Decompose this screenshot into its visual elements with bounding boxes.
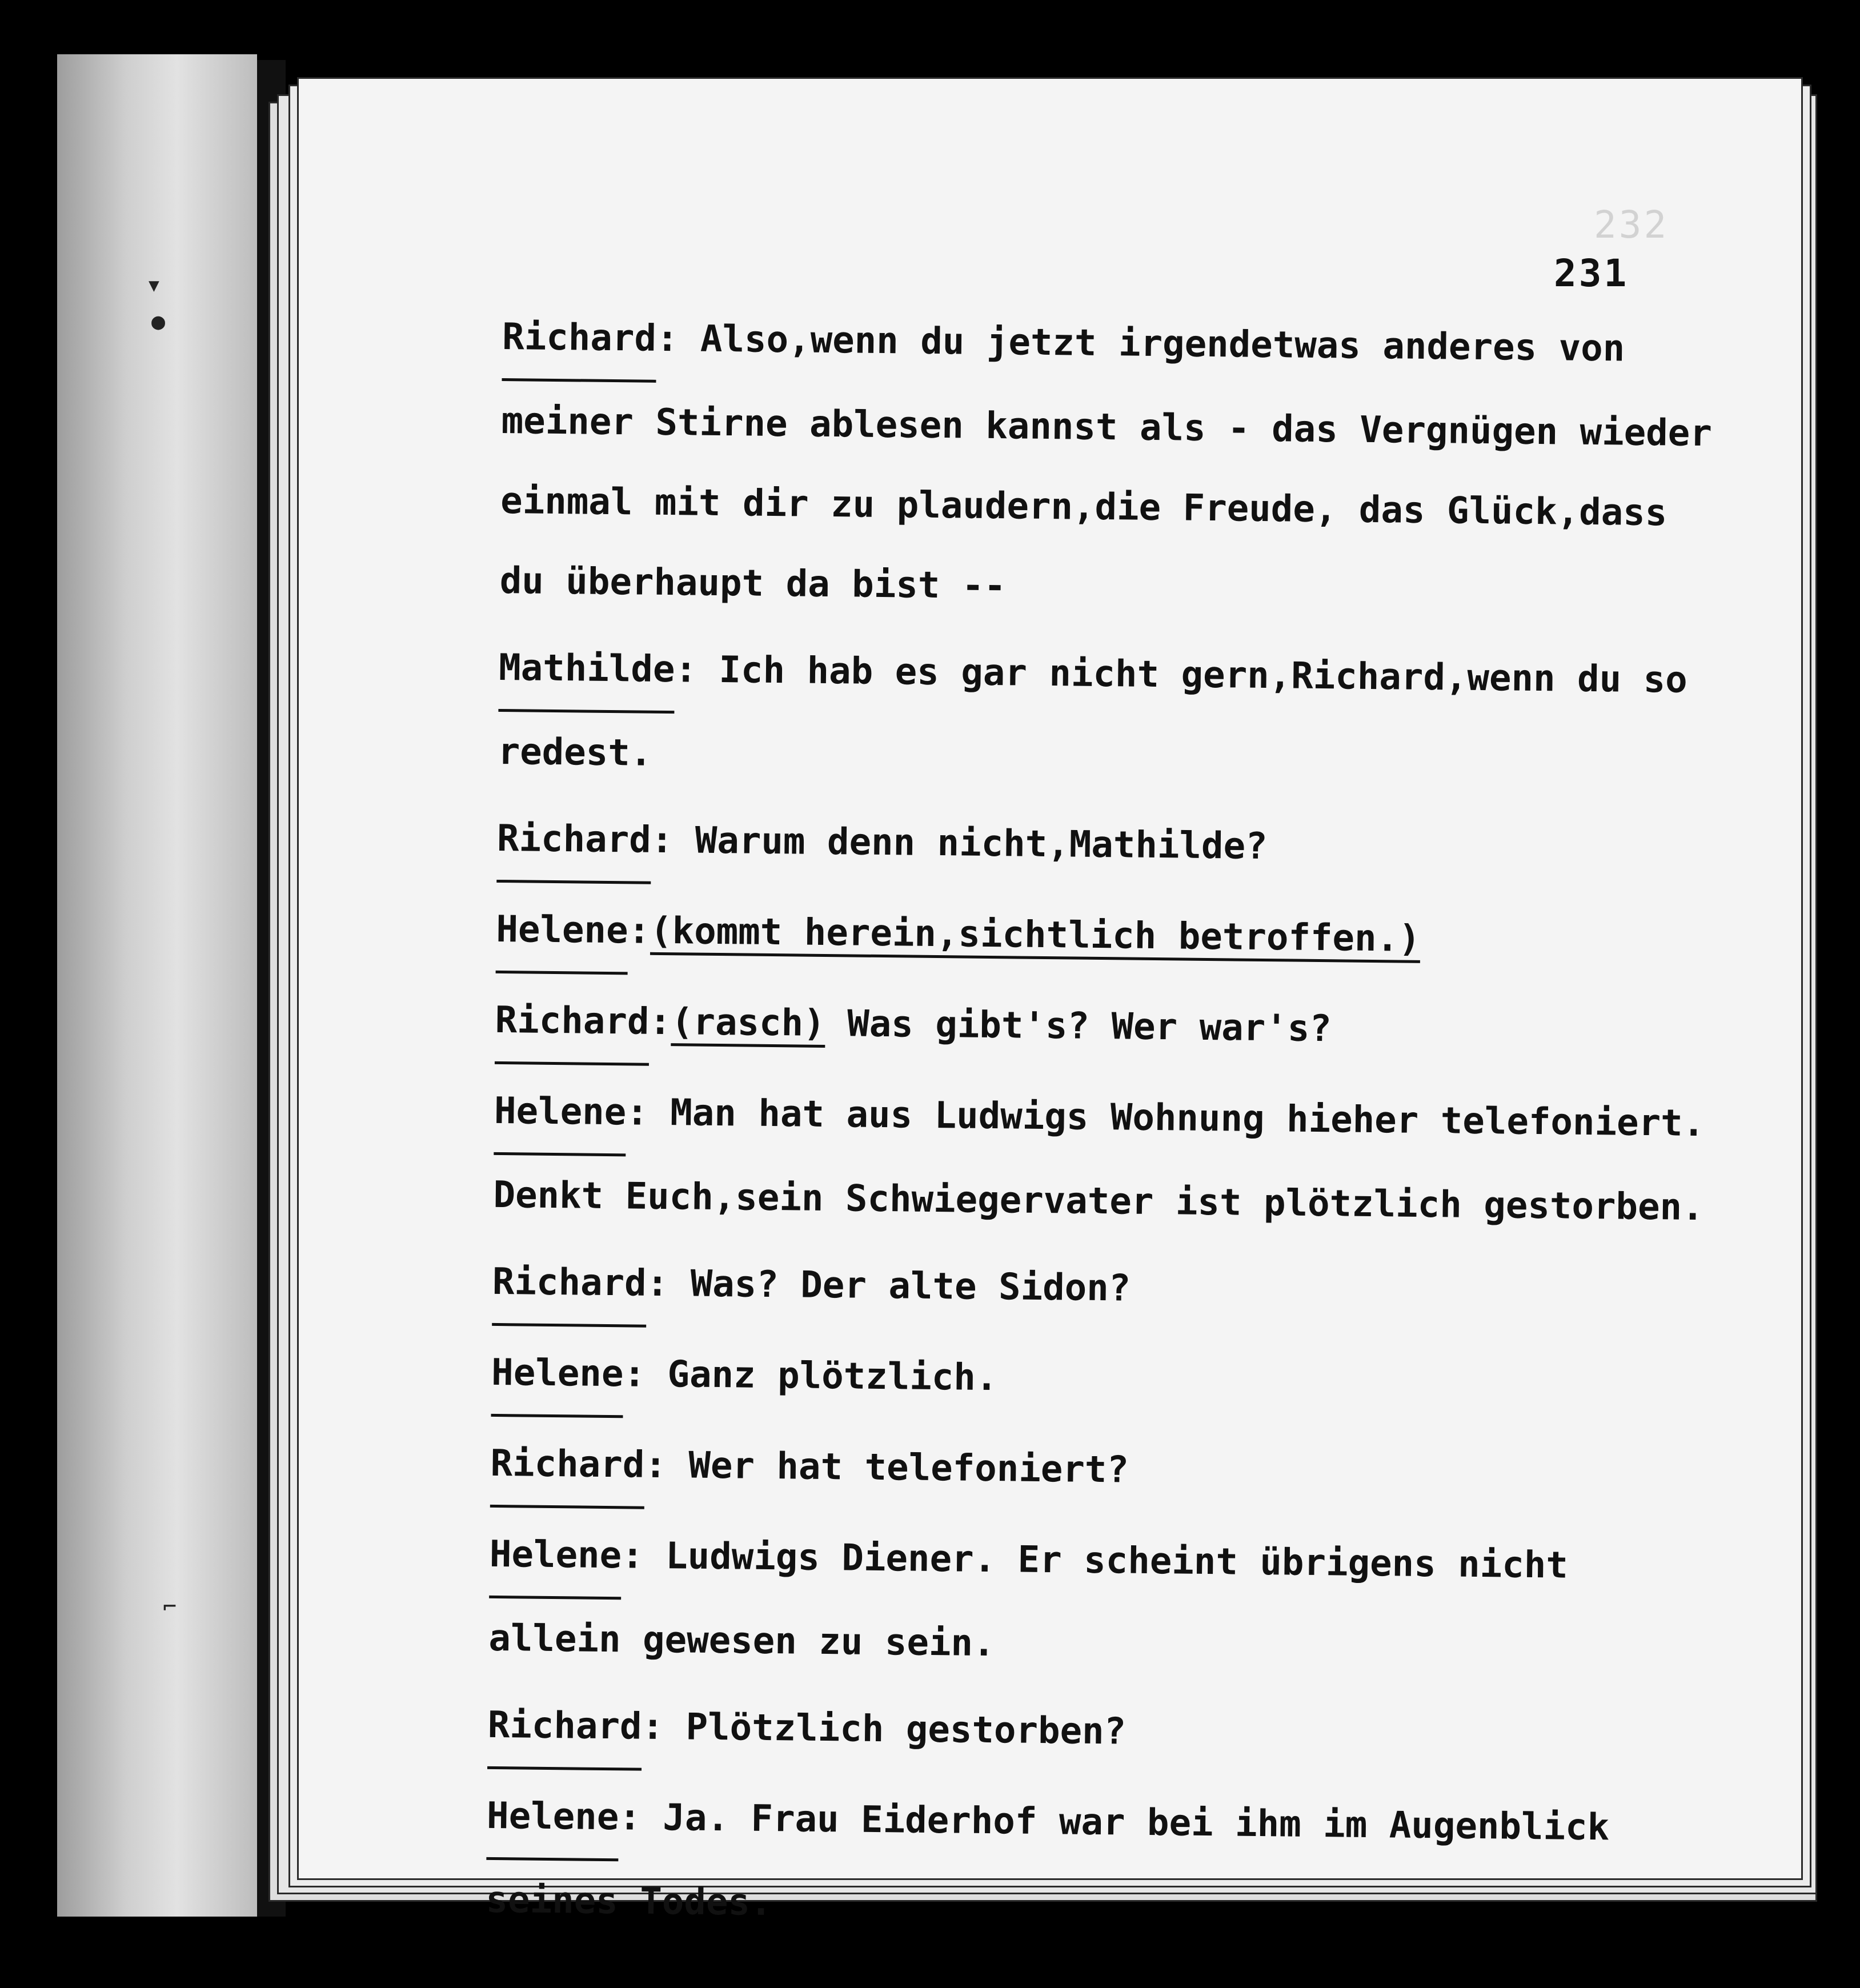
line-text: Man hat aus Ludwigs Wohnung hieher telefoniert. Denkt Euch,sein Schwiegervater ist plötzlich gestorben. — [493, 1092, 1705, 1229]
line-text: Warum denn nicht,Mathilde? — [695, 819, 1268, 868]
speaker-name: Helene — [494, 1071, 627, 1156]
dialogue-line: Helene: Man hat aus Ludwigs Wohnung hieher telefoniert. Denkt Euch,sein Schwiegervater ist plötzlich gestorben. — [493, 1071, 1706, 1248]
dialogue-line: Richard: Also,wenn du jetzt irgendetwas anderes von meiner Stirne ablesen kannst als - das Vergnügen wieder einmal mit dir zu plaudern,die Freude, das Glück,dass du überhaupt da bist -- — [499, 297, 1714, 634]
speaker-name: Richard — [495, 980, 650, 1066]
line-text: Ich hab es gar nicht gern,Richard,wenn du so redest. — [498, 649, 1688, 775]
speaker-name: Helene — [486, 1776, 619, 1861]
page-number: 231 — [1554, 251, 1629, 295]
line-text: Wer hat telefoniert? — [688, 1444, 1129, 1492]
margin-mark: ⌐ — [163, 1594, 177, 1620]
dialogue-line: Helene: Ja. Frau Eiderhof war bei ihm im Augenblick seines Todes. — [486, 1776, 1698, 1953]
dialogue-line: Richard: Wer hat telefoniert? — [490, 1424, 1702, 1520]
margin-mark: ● — [151, 308, 166, 335]
line-text: Ludwigs Diener. Er scheint übrigens nicht allein gewesen zu sein. — [488, 1535, 1569, 1665]
speaker-name: Helene — [496, 889, 629, 975]
speaker-name: Helene — [489, 1514, 622, 1600]
speaker-name: Richard — [490, 1424, 645, 1509]
dialogue-line: Helene: Ganz plötzlich. — [491, 1333, 1702, 1429]
dialogue-line: Richard: Was? Der alte Sidon? — [492, 1242, 1703, 1338]
speaker-name: Mathilde — [498, 628, 675, 714]
ghost-page-number: 232 — [1594, 203, 1669, 247]
line-text: Was? Der alte Sidon? — [690, 1262, 1131, 1310]
speaker-name: Richard — [492, 1242, 647, 1328]
line-text: Also,wenn du jetzt irgendetwas anderes von meiner Stirne ablesen kannst als - das Vergnügen wieder einmal mit dir zu plaudern,die Freude, das Glück,dass du überhaupt da bist -- — [499, 318, 1713, 608]
dialogue-line: Mathilde: Ich hab es gar nicht gern,Richard,wenn du so redest. — [498, 628, 1710, 804]
dialogue-line: Helene: Ludwigs Diener. Er scheint übrigens nicht allein gewesen zu sein. — [488, 1514, 1701, 1691]
margin-mark: ▾ — [146, 268, 162, 300]
speaker-name: Richard — [487, 1685, 642, 1771]
dialogue-text — [486, 297, 1714, 1959]
dialogue-line: Richard: Warum denn nicht,Mathilde? — [496, 799, 1708, 895]
stage-direction: (kommt herein,sichtlich betroffen.) — [650, 910, 1421, 963]
stage-direction: (rasch) — [671, 1001, 826, 1048]
line-text: Plötzlich gestorben? — [686, 1706, 1127, 1753]
dialogue-line: Richard: Plötzlich gestorben? — [487, 1685, 1699, 1782]
speaker-name: Helene — [491, 1333, 624, 1418]
speaker-name: Richard — [496, 799, 651, 884]
line-text: Ja. Frau Eiderhof war bei ihm im Augenblick seines Todes. — [486, 1797, 1610, 1925]
speaker-name: Richard — [502, 297, 656, 383]
line-text: Was gibt's? Wer war's? — [847, 1003, 1332, 1051]
dialogue-line: Richard:(rasch) Was gibt's? Wer war's? — [495, 980, 1706, 1077]
line-text: Ganz plötzlich. — [667, 1353, 998, 1400]
dialogue-line: Helene:(kommt herein,sichtlich betroffen.) — [496, 889, 1707, 986]
